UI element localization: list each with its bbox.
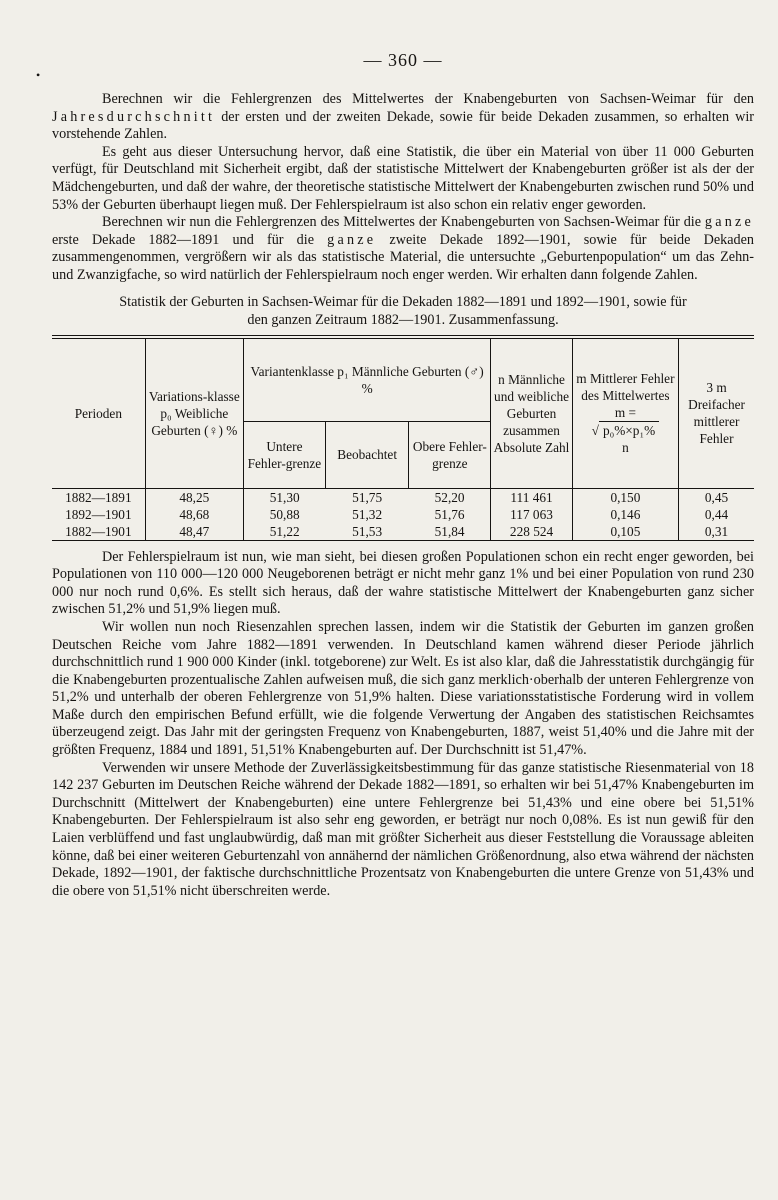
paragraph-1-text-a: Berechnen wir die Fehlergrenzen des Mittelwertes der Knabengeburten von Sachsen-Weimar für den bbox=[102, 91, 754, 107]
document-page bbox=[36, 50, 754, 900]
paragraph-3-text-b: erste Dekade 1882—1891 und für die bbox=[52, 231, 328, 248]
cell-obere: 51,76 bbox=[409, 506, 491, 523]
header-n: n Männliche und weibliche Geburten zusammen Absolute Zahl bbox=[491, 337, 572, 489]
cell-3m: 0,44 bbox=[704, 506, 729, 522]
table-row bbox=[52, 488, 754, 506]
cell-periode: 1892—1901 bbox=[52, 506, 145, 523]
paragraph-3-text-a: Berechnen wir nun die Fehlergrenzen des Mittelwertes der Knabengeburten von Sachsen-Weimar für die bbox=[102, 214, 705, 231]
page-number: — 360 — bbox=[363, 50, 443, 70]
cell-untere: 50,88 bbox=[269, 506, 300, 522]
header-variationsklasse: Variations-klasse p₀ Weibliche Geburten (♀) % bbox=[145, 337, 243, 489]
header-untere: Untere Fehler-grenze bbox=[243, 421, 325, 488]
spaced-word-jahresdurchschnitt: Jahresdurchschnitt bbox=[52, 108, 216, 125]
paragraph-1 bbox=[52, 91, 754, 144]
cell-m: 0,105 bbox=[572, 523, 678, 541]
header-m-formula-lhs: m = bbox=[614, 405, 636, 421]
statistics-table bbox=[52, 335, 754, 541]
table-row bbox=[52, 523, 754, 541]
table-row bbox=[52, 506, 754, 523]
cell-untere: 51,30 bbox=[269, 489, 300, 505]
cell-obere: 52,20 bbox=[409, 488, 491, 506]
table-caption-line-2: den ganzen Zeitraum 1882—1901. Zusammenfassung. bbox=[247, 311, 559, 328]
paragraph-3-text-c: zweite Dekade 1892—1901, sowie für beide Dekaden zusammengenommen, vergrößern wir als das statistische Material, die untersuchte „Geburtenpopulation“ um das Zehn- und Zwanzigfache, so wird natürlich der Fehlerspielraum noch enger werden. Wir erhalten dann folgende Zahlen. bbox=[52, 231, 754, 283]
cell-periode: 1882—1891 bbox=[52, 488, 145, 506]
cell-n: 111 461 bbox=[491, 488, 572, 506]
header-obere: Obere Fehler-grenze bbox=[409, 421, 491, 488]
table-caption bbox=[52, 293, 754, 329]
cell-beobachtet: 51,32 bbox=[352, 506, 383, 522]
paragraph-5: Wir wollen nun noch Riesenzahlen sprechen lassen, indem wir die Statistik der Geburten im ganzen großen Deutschen Reiche vom Jahre 1882—1891 verwenden. In Deutschland kamen während dieser Periode jährlich durchschnittlich rund 1 900 000 Kinder (inkl. totgeborene) zur Welt. Es ist also klar, daß die Jahresstatistik durchgängig für die Knabengeburten prozentualische Zahlen aufweisen muß, die sich ganz merklich·oberhalb der unteren Fehlergrenze von 51,2% und unterhalb der oberen Fehlergrenze von 51,9% halten. Diese variationsstatistische Forderung wird in vollem Maße durch den empirischen Befund erfüllt, wie die folgende Verwertung der Angaben des statistischen Reichsamtes überzeugend zeigt. Das Jahr mit der geringsten Frequenz von Knabengeburten, 1887, weist 51,40% und die Jahre mit der größten Frequenz, 1884 und 1891, 51,51% Knabengeburten auf. Der Durchschnitt ist 51,47%. bbox=[52, 618, 754, 759]
cell-n: 117 063 bbox=[491, 506, 572, 523]
spaced-word-ganze-1: ganze bbox=[704, 214, 754, 231]
header-perioden: Perioden bbox=[52, 337, 145, 489]
cell-3m: 0,31 bbox=[704, 523, 729, 539]
header-m bbox=[572, 337, 678, 489]
header-m-formula-denominator: n bbox=[622, 440, 629, 456]
cell-3m: 0,45 bbox=[704, 489, 729, 505]
cell-beobachtet: 51,75 bbox=[352, 489, 383, 505]
paragraph-2: Es geht aus dieser Untersuchung hervor, daß eine Statistik, die über ein Material von über 11 000 Geburten verfügt, für Deutschland mit Sicherheit ergibt, daß der statistische Mittelwert der Knabengeburten größer ist als der der Mädchengeburten, und daß der wahre, der theoretische statistische Mittelwert der Knabengeburten zwischen rund 50% und 53% der Geburten überhaupt liegen muß. Der Fehlerspielraum ist also schon ein relativ enger geworden. bbox=[52, 143, 754, 213]
spaced-word-ganze-2: ganze bbox=[327, 231, 377, 248]
header-m-formula: √ p₀%×p₁% bbox=[575, 421, 676, 439]
paragraph-1-text-b: der ersten und der zweiten Dekade, sowie für beide Dekaden zusammen, so erhalten wir vorstehende Zahlen. bbox=[52, 108, 754, 143]
header-m-formula-numerator: p₀%×p₁% bbox=[599, 421, 659, 439]
margin-dot: • bbox=[36, 68, 41, 82]
paragraph-6: Verwenden wir unsere Methode der Zuverlässigkeitsbestimmung für das ganze statistische Riesenmaterial von 18 142 237 Geburten im Deutschen Reiche während der Dekade 1882—1891, so erhalten wir bei 51,47% Knabengeburten im Durchschnitt (Mittelwert der Knabengeburten) eine untere Fehlergrenze bei 51,43% und eine obere bei 51,51% Knabengeburten. Der Fehlerspielraum ist also sehr eng geworden, er beträgt nur noch 0,08%. Es ist nun gewiß für den Laien verblüffend und fast unglaubwürdig, daß man mit größter Sicherheit aus dieser Feststellung die Voraussage ableiten könne, daß bei einer weiteren Geburtenzahl von annähernd der nämlichen Größenordnung, also etwa während der nächsten Dekade, 1892—1901, der faktische durchschnittliche Prozentsatz von Knabengeburten die untere Grenze von 51,43% und die obere von 51,51% nicht überschreiten werde. bbox=[52, 759, 754, 899]
paragraph-3 bbox=[52, 214, 754, 284]
header-variantenklasse: Variantenklasse p₁ Männliche Geburten (♂) % bbox=[243, 337, 490, 422]
header-3m: 3 m Dreifacher mittlerer Fehler bbox=[679, 337, 754, 489]
paragraph-4: Der Fehlerspielraum ist nun, wie man sieht, bei diesen großen Populationen schon ein recht enger geworden, bei Populationen von 110 000—120 000 Neugeborenen beträgt er nicht mehr ganz 1% und bei einer Population von rund 230 000 nur noch rund 0,6%. Es stellt sich heraus, daß der wahre statistische Mittelwert der Knabengeburten ganz sicher zwischen 51,2% und 51,9% liegen muß. bbox=[52, 548, 754, 618]
cell-p0: 48,25 bbox=[145, 488, 243, 506]
header-m-title: m Mittlerer Fehler des Mittelwertes bbox=[576, 371, 675, 404]
cell-p0: 48,68 bbox=[145, 506, 243, 523]
cell-m: 0,150 bbox=[572, 488, 678, 506]
cell-p0: 48,47 bbox=[145, 523, 243, 541]
cell-periode: 1882—1901 bbox=[52, 523, 145, 541]
cell-untere: 51,22 bbox=[269, 523, 300, 539]
cell-obere: 51,84 bbox=[409, 523, 491, 541]
header-beobachtet: Beobachtet bbox=[325, 421, 409, 488]
table-caption-line-1: Statistik der Geburten in Sachsen-Weimar für die Dekaden 1882—1891 und 1892—1901, sowie für bbox=[119, 293, 687, 310]
cell-beobachtet: 51,53 bbox=[352, 523, 383, 539]
cell-n: 228 524 bbox=[491, 523, 572, 541]
cell-m: 0,146 bbox=[572, 506, 678, 523]
